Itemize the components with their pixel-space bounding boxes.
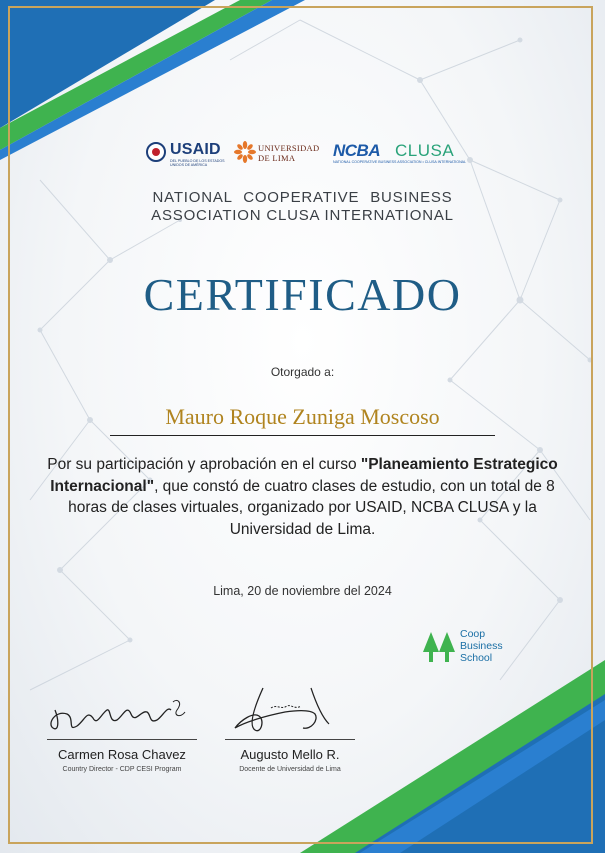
signature-1-image <box>37 680 207 740</box>
recipient-underline <box>110 435 495 436</box>
issue-date: Lima, 20 de noviembre del 2024 <box>213 584 392 598</box>
pine-trees-icon <box>422 630 456 664</box>
ulima-line2: DE LIMA <box>258 152 296 163</box>
certificate-title: CERTIFICADO <box>143 269 462 320</box>
signature-1-line <box>47 739 197 740</box>
course-name: "Planeamiento Estrategico Internacional" <box>50 456 558 495</box>
signatory-2-name: Augusto Mello R. <box>240 747 340 762</box>
signatory-2-role: Docente de Universidad de Lima <box>239 766 341 773</box>
signatory-1-name: Carmen Rosa Chavez <box>58 747 186 762</box>
coop-business-school-logo <box>422 628 522 668</box>
body-intro: Por su participación y aprobación en el curso <box>47 456 357 473</box>
ulima-line1: UNIVERSIDAD <box>258 143 320 153</box>
signature-2-line <box>225 739 355 740</box>
signature-2-image <box>215 680 365 740</box>
coop-line1: Coop <box>460 628 486 640</box>
signatory-1-role: Country Director - CDP CESI Program <box>62 766 182 773</box>
ulima-flower-icon <box>234 140 256 166</box>
universidad-de-lima-logo <box>234 140 330 168</box>
ncba-clusa-logo: NCBA CLUSA NATIONAL COOPERATIVE BUSINESS ASSOCIATION • CLUSA INTERNATIONAL <box>333 141 467 164</box>
coop-line3: School <box>460 652 493 664</box>
organization-name <box>0 189 605 225</box>
body-details: , que constó de cuatro clases de estudio, con un total de 8 horas de clases virtuales, organizado por USAID, NCBA CLUSA y la Universidad de Lima. <box>68 477 555 538</box>
certificate-body <box>40 454 565 540</box>
coop-line2: Business <box>460 640 503 652</box>
usaid-seal-icon <box>146 142 166 162</box>
organization-line1: NATIONAL COOPERATIVE BUSINESS <box>152 189 453 206</box>
usaid-logo: USAID DEL PUEBLO DE LOS ESTADOS UNIDOS DE AMÉRICA <box>146 140 228 168</box>
awarded-to-label: Otorgado a: <box>270 365 335 379</box>
recipient-name: Mauro Roque Zuniga Moscoso <box>165 404 440 429</box>
sponsor-logos <box>0 140 605 168</box>
organization-line2: ASSOCIATION CLUSA INTERNATIONAL <box>151 207 454 224</box>
